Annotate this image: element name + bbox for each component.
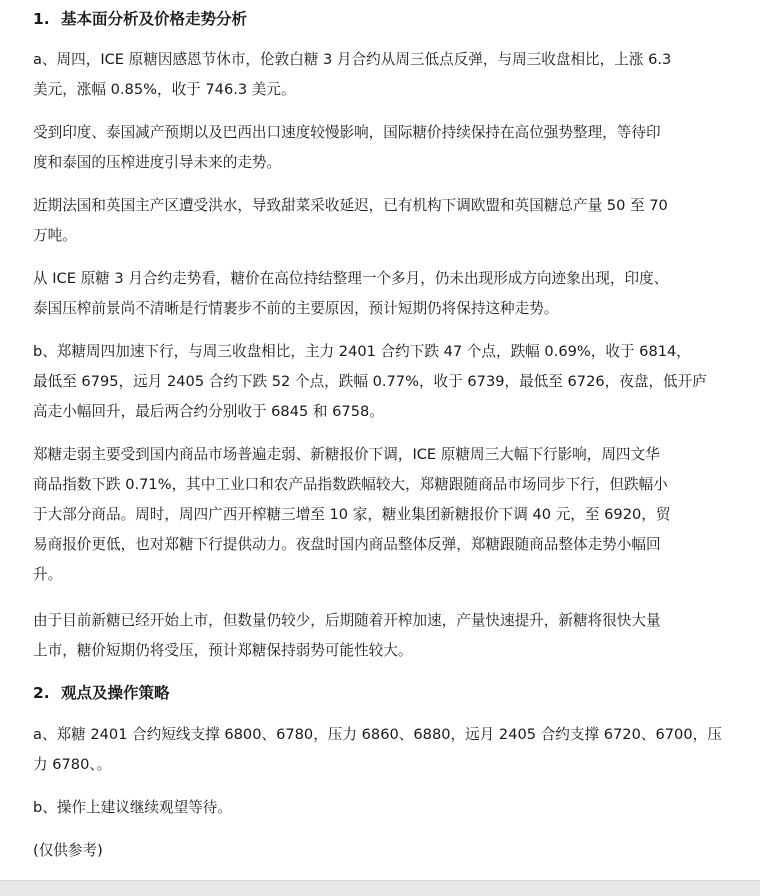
paragraph-support-resistance	[33, 720, 723, 780]
section-number: 1.	[33, 10, 50, 28]
text-line: 受到印度、泰国减产预期以及巴西出口速度较慢影响，国际糖价持续保持在高位强势整理，等待印	[33, 124, 661, 141]
text-line: 最低至 6795，远月 2405 合约下跌 52 个点，跌幅 0.77%，收于 6739，最低至 6726，夜盘，低开庐	[33, 373, 707, 390]
text-line: 易商报价更低，也对郑糖下行提供动力。夜盘时国内商品整体反弹，郑糖跟随商品整体走势小幅回	[33, 536, 661, 553]
text-line: 近期法国和英国主产区遭受洪水，导致甜菜采收延迟，已有机构下调欧盟和英国糖总产量 50 至 70	[33, 197, 668, 214]
paragraph-domestic-market	[33, 440, 723, 590]
text-line: 由于目前新糖已经开始上市，但数量仍较少，后期随着开榨加速，产量快速提升，新糖将很快大量	[33, 612, 661, 629]
text-line: 郑糖走弱主要受到国内商品市场普遍走弱、新糖报价下调，ICE 原糖周三大幅下行影响，周四文华	[33, 446, 660, 463]
paragraph-disclaimer	[33, 836, 723, 866]
section-number: 2.	[33, 684, 50, 702]
section-heading-analysis	[33, 8, 247, 30]
text-line: b、郑糖周四加速下行，与周三收盘相比，主力 2401 合约下跌 47 个点，跌幅 0.69%，收于 6814，	[33, 343, 691, 360]
text-line: 上市，糖价短期仍将受压，预计郑糖保持弱势可能性较大。	[33, 642, 413, 659]
paragraph-international-price	[33, 118, 723, 178]
text-line: 升。	[33, 566, 63, 583]
text-line: 万吨。	[33, 227, 77, 244]
text-line: (仅供参考)	[33, 842, 103, 859]
paragraph-london-sugar	[33, 45, 723, 105]
text-line: a、周四，ICE 原糖因感恩节休市，伦敦白糖 3 月合约从周三低点反弹，与周三收盘相比，上涨 6.3	[33, 51, 672, 68]
paragraph-ice-trend	[33, 264, 723, 324]
paragraph-operation-advice	[33, 793, 723, 823]
paragraph-new-sugar-outlook	[33, 606, 723, 666]
text-line: 于大部分商品。周时，周四广西开榨糖三增至 10 家，糖业集团新糖报价下调 40 元，至 6920，贸	[33, 506, 671, 523]
text-line: 美元，涨幅 0.85%，收于 746.3 美元。	[33, 81, 296, 98]
text-line: b、操作上建议继续观望等待。	[33, 799, 232, 816]
section-heading-strategy	[33, 682, 170, 704]
text-line: 度和泰国的压榨进度引导未来的走势。	[33, 154, 282, 171]
paragraph-eu-flood	[33, 191, 723, 251]
section-title: 观点及操作策略	[61, 684, 170, 702]
paragraph-zhengzhou-sugar	[33, 337, 723, 427]
section-title: 基本面分析及价格走势分析	[61, 10, 248, 28]
text-line: 商品指数下跌 0.71%，其中工业口和农产品指数跌幅较大，郑糖跟随商品市场同步下行，但跌幅小	[33, 476, 668, 493]
text-line: 泰国压榨前景尚不清晰是行情裹步不前的主要原因，预计短期仍将保持这种走势。	[33, 300, 559, 317]
bottom-bar	[0, 880, 760, 896]
text-line: 力 6780、。	[33, 756, 112, 773]
text-line: a、郑糖 2401 合约短线支撑 6800、6780，压力 6860、6880，远月 2405 合约支撑 6720、6700，压	[33, 726, 722, 743]
text-line: 高走小幅回升，最后两合约分别收于 6845 和 6758。	[33, 403, 384, 420]
text-line: 从 ICE 原糖 3 月合约走势看，糖价在高位持结整理一个多月，仍未出现形成方向迹象出现，印度、	[33, 270, 669, 287]
